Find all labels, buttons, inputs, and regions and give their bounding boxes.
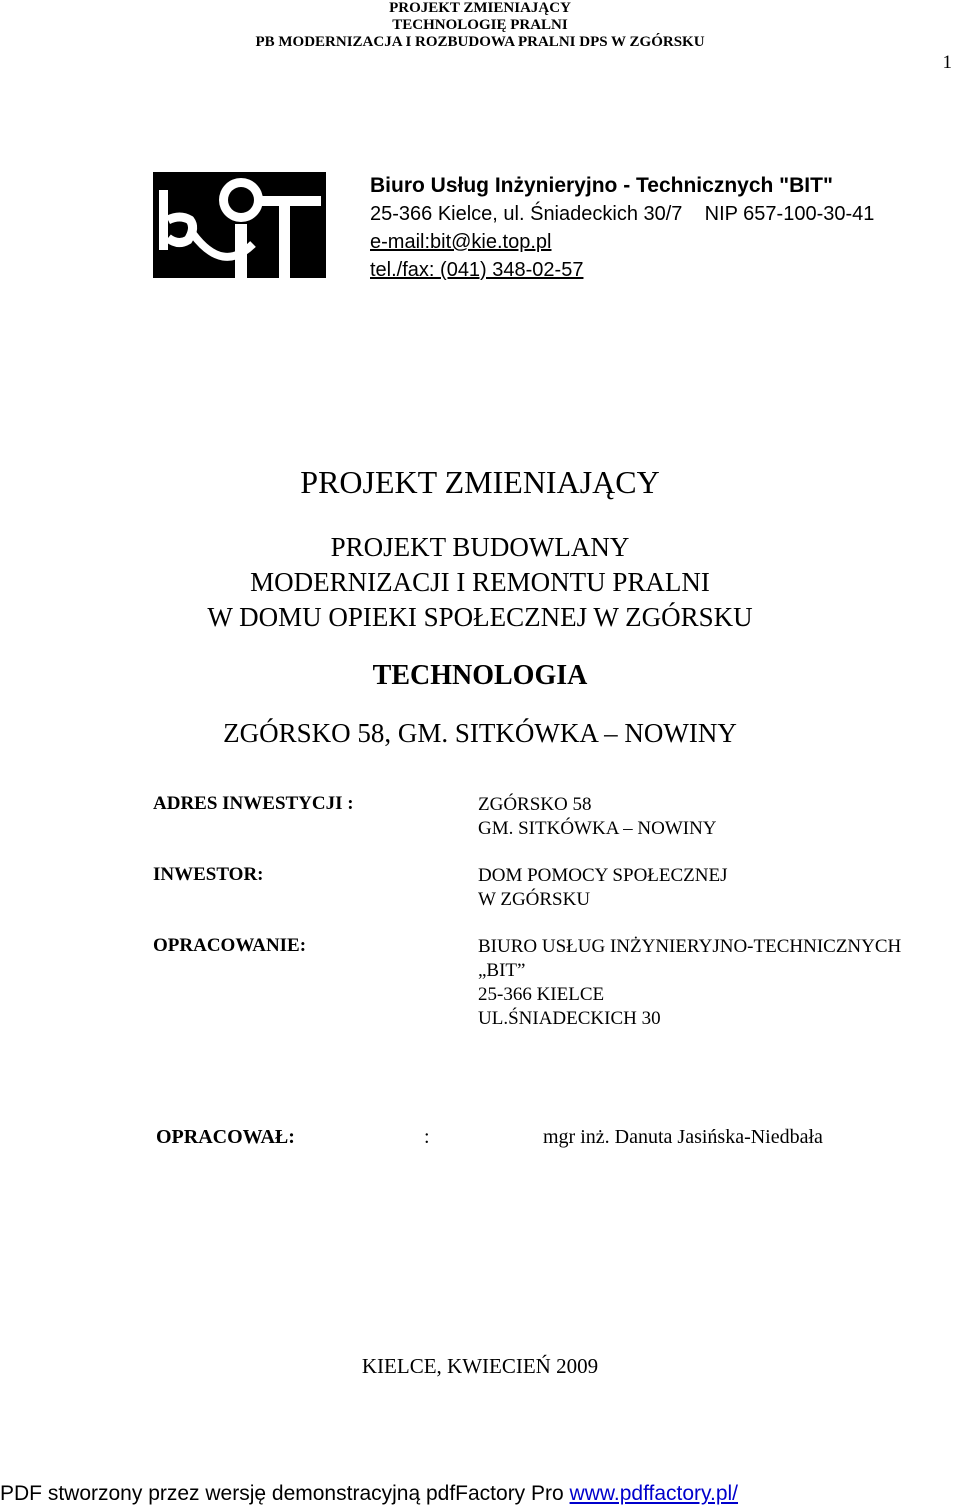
prepared-line-3: 25-366 KIELCE	[478, 984, 605, 1005]
company-email[interactable]: e-mail:bit@kie.top.pl	[370, 231, 552, 253]
subtitle-line-1: PROJEKT BUDOWLANY	[330, 532, 630, 562]
address-line-1: ZGÓRSKO 58	[478, 794, 592, 815]
prepared-line-2: „BIT”	[478, 960, 526, 981]
header-line-1: PROJEKT ZMIENIAJĄCY	[389, 0, 571, 16]
footer-text: PDF stworzony przez wersję demonstracyjną pdfFactory Pro	[0, 1482, 570, 1505]
document-date: KIELCE, KWIECIEŃ 2009	[361, 1354, 599, 1378]
address-label: ADRES INWESTYCJI :	[153, 793, 354, 814]
header-line-3: PB MODERNIZACJA I ROZBUDOWA PRALNI DPS W ZGÓRSKU	[255, 34, 705, 50]
company-info	[370, 172, 874, 284]
bit-logo	[153, 172, 326, 278]
prepared-line-1: BIURO USŁUG INŻYNIERYJNO-TECHNICZNYCH	[478, 936, 902, 957]
document-subtitle	[0, 530, 960, 635]
prepared-label: OPRACOWANIE:	[153, 935, 307, 956]
address-value	[478, 793, 717, 841]
pdf-footer	[0, 1482, 738, 1506]
prepared-value	[478, 935, 901, 1031]
header-line-2: TECHNOLOGIĘ PRALNI	[392, 17, 568, 33]
location-title: ZGÓRSKO 58, GM. SITKÓWKA – NOWINY	[223, 718, 737, 748]
company-address: 25-366 Kielce, ul. Śniadeckich 30/7 NIP 657-100-30-41	[370, 203, 875, 225]
investor-label: INWESTOR:	[153, 864, 264, 885]
prepared-line-4: UL.ŚNIADECKICH 30	[478, 1008, 661, 1029]
investor-line-1: DOM POMOCY SPOŁECZNEJ	[478, 865, 728, 886]
company-phone: tel./fax: (041) 348-02-57	[370, 259, 584, 281]
discipline-title: TECHNOLOGIA	[372, 660, 588, 691]
address-line-2: GM. SITKÓWKA – NOWINY	[478, 818, 717, 839]
signature-value: mgr inż. Danuta Jasińska-Niedbała	[543, 1126, 823, 1148]
investor-line-2: W ZGÓRSKU	[478, 889, 591, 910]
subtitle-line-3: W DOMU OPIEKI SPOŁECZNEJ W ZGÓRSKU	[207, 602, 753, 632]
document-title: PROJEKT ZMIENIAJĄCY	[300, 464, 660, 500]
page-number: 1	[942, 52, 952, 73]
subtitle-line-2: MODERNIZACJI I REMONTU PRALNI	[250, 567, 710, 597]
signature-label: OPRACOWAŁ:	[156, 1126, 295, 1148]
company-name: Biuro Usług Inżynieryjno - Technicznych "BIT"	[370, 174, 833, 197]
signature-colon: :	[424, 1126, 430, 1148]
footer-link[interactable]: www.pdffactory.pl/	[569, 1482, 739, 1505]
investor-value	[478, 864, 728, 912]
